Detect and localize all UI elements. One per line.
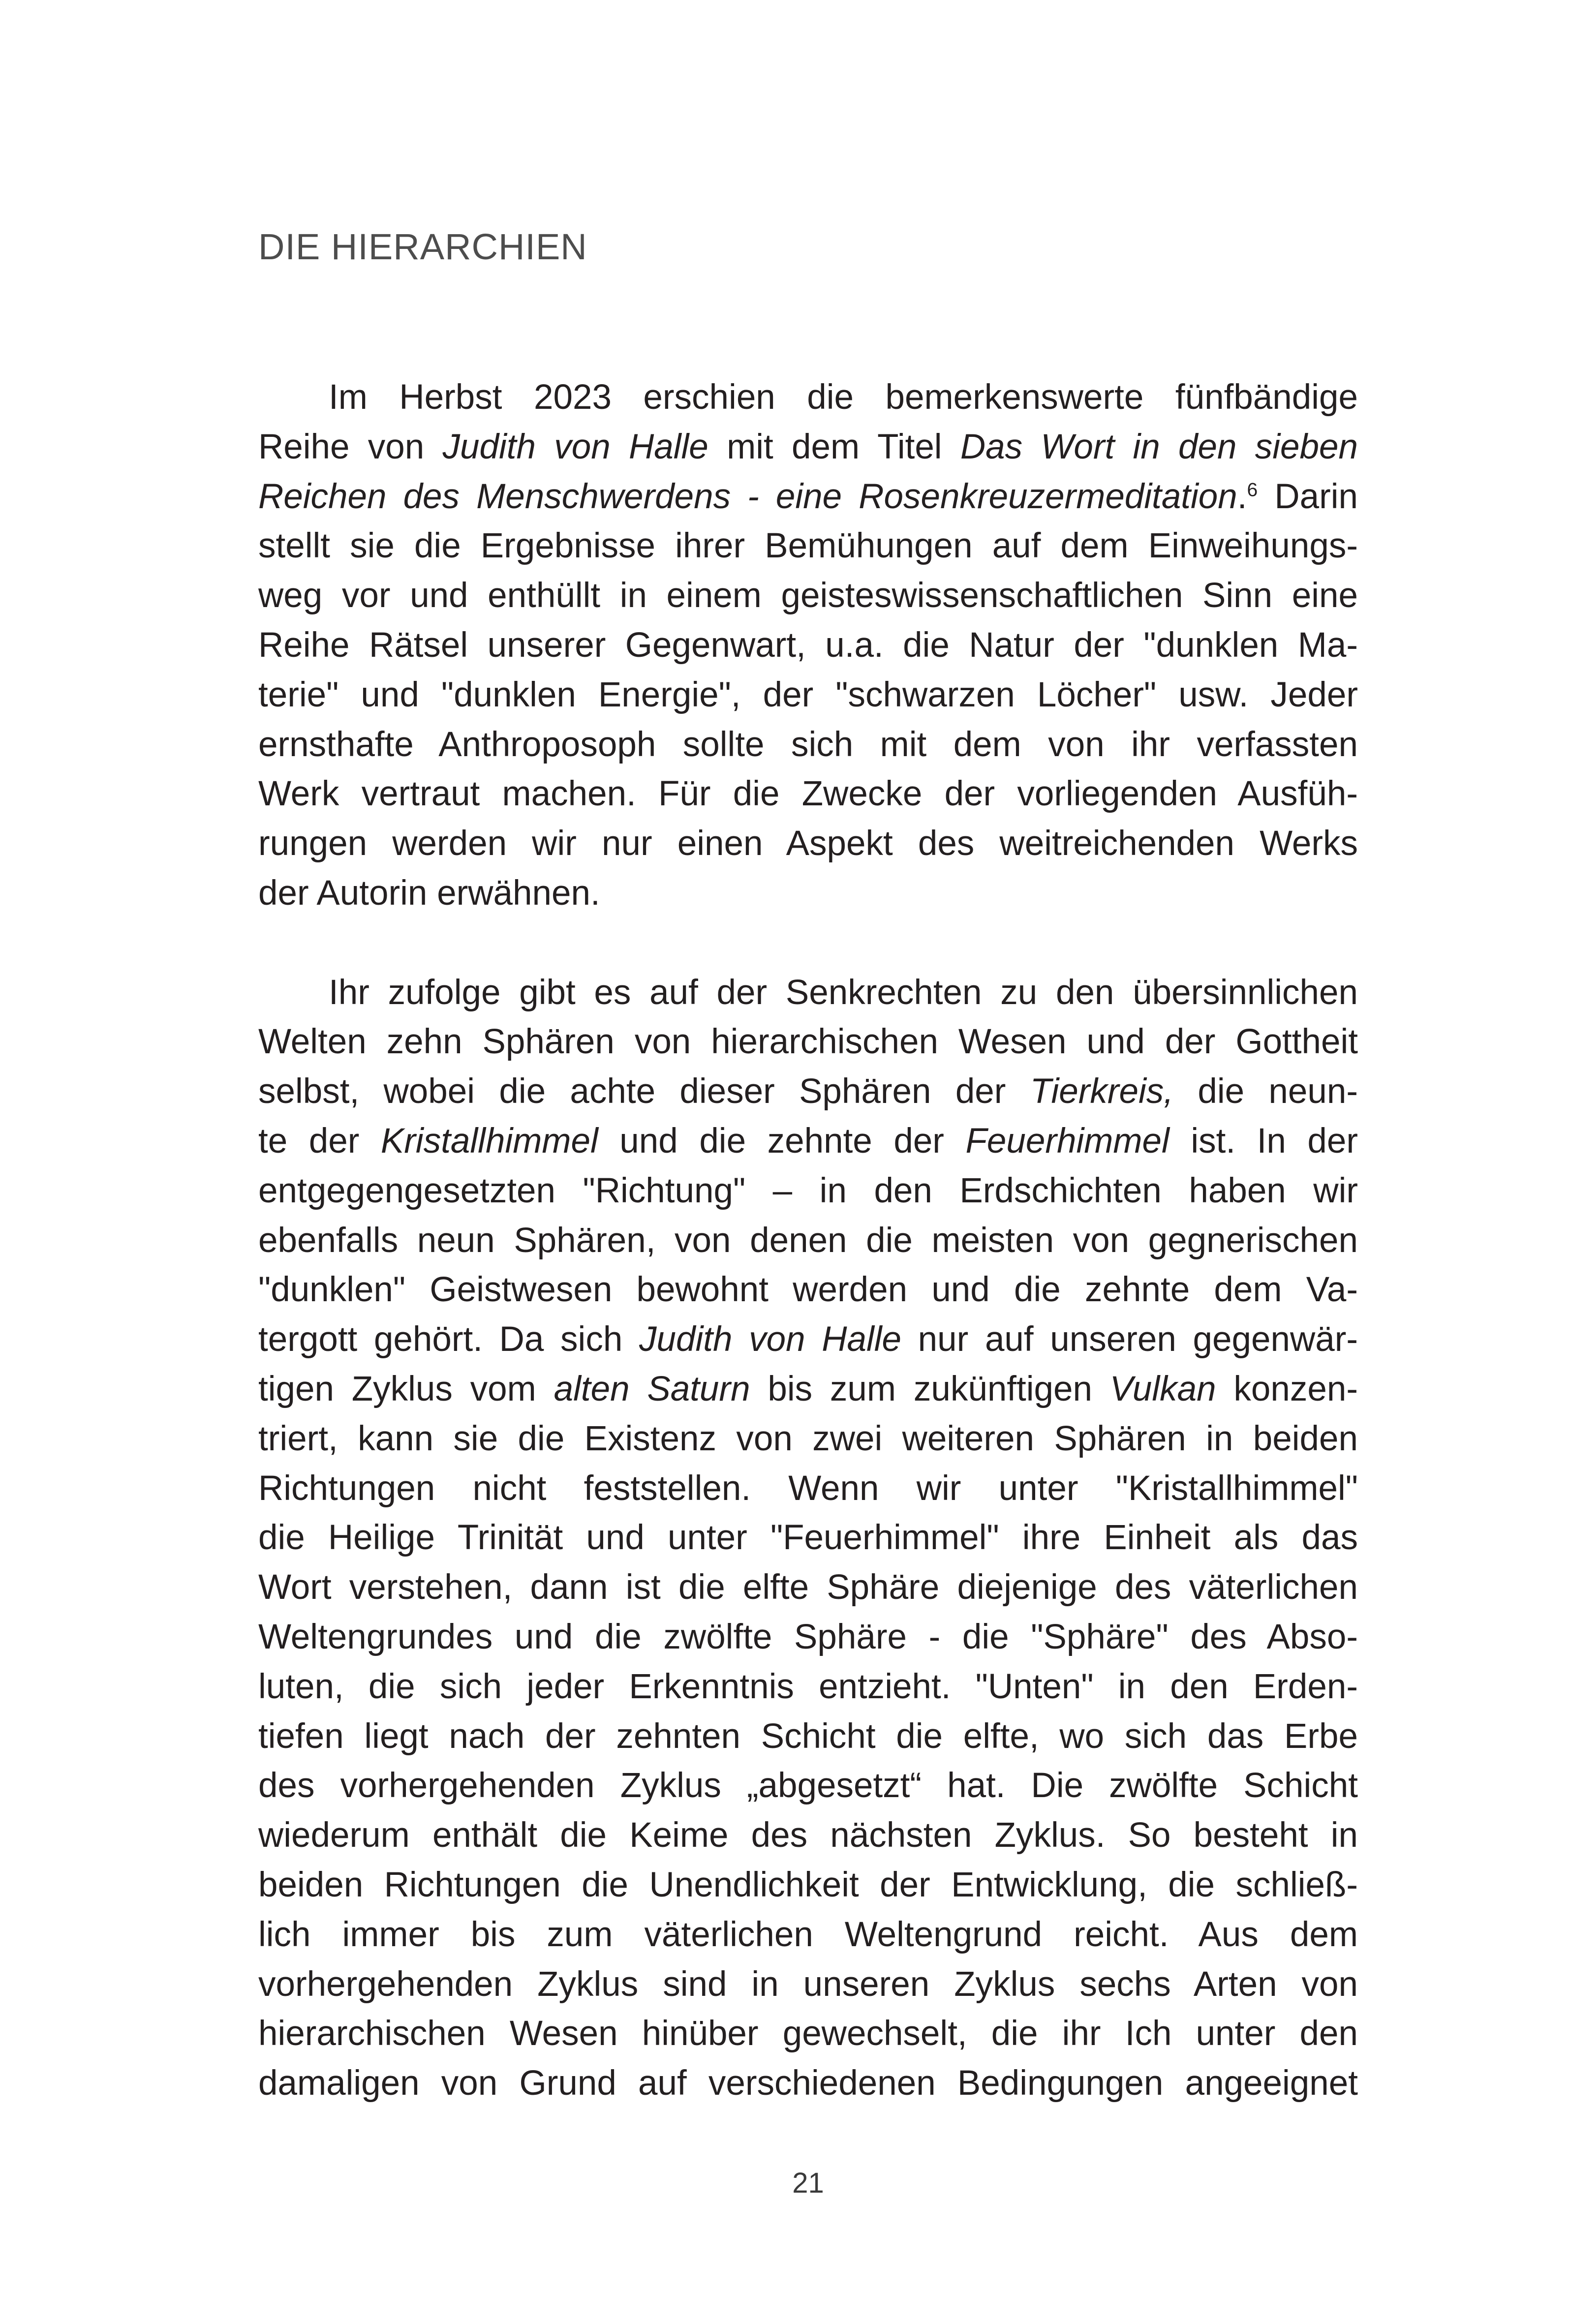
text-line: [258, 1513, 1358, 1563]
italic-text: Judith von Halle: [639, 1320, 902, 1359]
text-run: mit dem Titel: [708, 427, 960, 466]
text-line: [258, 2059, 1358, 2109]
text-line: [258, 769, 1358, 819]
text-run: selbst, wobei die achte dieser Sphären der: [258, 1072, 1030, 1111]
text-run: wiederum enthält die Keime des nächsten Zyklus. So besteht in: [258, 1816, 1358, 1855]
text-line: [258, 1861, 1358, 1910]
text-run: Im Herbst 2023 erschien die bemerkenswerte fünfbändige: [329, 378, 1358, 417]
text-run: rungen werden wir nur einen Aspekt des weitreichenden Werks: [258, 824, 1358, 863]
text-line: [258, 472, 1358, 522]
text-run: ebenfalls neun Sphären, von denen die meisten von gegnerischen: [258, 1221, 1358, 1260]
text-line: [258, 1365, 1358, 1414]
footnote-marker: 6: [1247, 479, 1258, 500]
text-run: Welten zehn Sphären von hierarchischen Wesen und der Gottheit: [258, 1022, 1358, 1062]
text-run: Reihe Rätsel unserer Gegenwart, u.a. die Natur der "dunklen Ma-: [258, 625, 1358, 665]
italic-text: Kristallhimmel: [380, 1121, 598, 1161]
text-run: Ihr zufolge gibt es auf der Senkrechten zu den übersinnlichen: [329, 973, 1358, 1012]
text-run: stellt sie die Ergebnisse ihrer Bemühungen auf dem Einweihungs-: [258, 526, 1358, 566]
text-run: damaligen von Grund auf verschiedenen Bedingungen angeeignet: [258, 2064, 1358, 2103]
text-run: vorhergehenden Zyklus sind in unseren Zyklus sechs Arten von: [258, 1964, 1358, 2004]
paragraph: [258, 968, 1358, 2109]
text-line: [258, 1563, 1358, 1613]
text-line: [258, 423, 1358, 472]
text-run: te der: [258, 1121, 381, 1161]
text-run: "dunklen" Geistwesen bewohnt werden und die zehnte dem Va-: [258, 1270, 1358, 1310]
page-number: 21: [792, 2167, 824, 2199]
italic-text: Tierkreis,: [1030, 1072, 1174, 1111]
text-line: [258, 1712, 1358, 1762]
paragraph: [258, 373, 1358, 918]
text-line: [258, 1067, 1358, 1117]
text-run: Richtungen nicht feststellen. Wenn wir unter "Kristallhimmel": [258, 1468, 1358, 1508]
text-run: .: [1237, 477, 1247, 516]
text-line: [258, 1811, 1358, 1861]
text-line: [258, 1166, 1358, 1216]
text-line: [258, 1761, 1358, 1811]
text-run: der Autorin erwähnen.: [258, 873, 600, 913]
text-line: [258, 819, 1358, 869]
text-line: [258, 2009, 1358, 2059]
italic-text: alten Saturn: [554, 1369, 750, 1408]
text-line: [258, 1613, 1358, 1662]
text-run: terie" und "dunklen Energie", der "schwarzen Löcher" usw. Jeder: [258, 675, 1358, 714]
text-run: tergott gehört. Da sich: [258, 1320, 639, 1359]
text-line: [258, 373, 1358, 423]
text-run: Darin: [1258, 477, 1358, 516]
text-run: die Heilige Trinität und unter "Feuerhimmel" ihre Einheit als das: [258, 1518, 1358, 1558]
italic-text: Judith von Halle: [442, 427, 708, 466]
text-run: tiefen liegt nach der zehnten Schicht die elfte, wo sich das Erbe: [258, 1716, 1358, 1756]
text-line: [258, 720, 1358, 770]
text-run: lich immer bis zum väterlichen Weltengrund reicht. Aus dem: [258, 1915, 1358, 1954]
text-line: [258, 671, 1358, 720]
text-line: [258, 1265, 1358, 1315]
text-run: und die zehnte der: [598, 1121, 966, 1161]
italic-text: Das Wort in den sieben: [960, 427, 1358, 466]
text-run: Wort verstehen, dann ist die elfte Sphäre diejenige des väterlichen: [258, 1568, 1358, 1607]
text-run: ist. In der: [1169, 1121, 1358, 1161]
text-run: hierarchischen Wesen hinüber gewechselt, die ihr Ich unter den: [258, 2014, 1358, 2053]
body-text: [258, 373, 1358, 2109]
text-run: weg vor und enthüllt in einem geisteswissenschaftlichen Sinn eine: [258, 576, 1358, 615]
text-run: konzen-: [1216, 1369, 1358, 1408]
text-line: [258, 1017, 1358, 1067]
text-line: [258, 869, 1358, 918]
text-line: [258, 1662, 1358, 1712]
text-line: [258, 1910, 1358, 1960]
text-line: [258, 1414, 1358, 1464]
text-line: [258, 1315, 1358, 1365]
text-run: bis zum zukünftigen: [750, 1369, 1110, 1408]
italic-text: Vulkan: [1109, 1369, 1216, 1408]
text-run: triert, kann sie die Existenz von zwei weiteren Sphären in beiden: [258, 1419, 1358, 1458]
text-run: Reihe von: [258, 427, 443, 466]
text-line: [258, 571, 1358, 621]
text-run: Weltengrundes und die zwölfte Sphäre - die "Sphäre" des Abso-: [258, 1617, 1358, 1656]
text-run: des vorhergehenden Zyklus „abgesetzt“ hat. Die zwölfte Schicht: [258, 1766, 1358, 1805]
text-run: die neun-: [1173, 1072, 1358, 1111]
text-line: [258, 1960, 1358, 2010]
text-run: tigen Zyklus vom: [258, 1369, 554, 1408]
text-line: [258, 621, 1358, 671]
text-run: entgegengesetzten "Richtung" – in den Erdschichten haben wir: [258, 1171, 1358, 1210]
italic-text: Feuerhimmel: [965, 1121, 1169, 1161]
text-line: [258, 968, 1358, 1018]
text-run: nur auf unseren gegenwär-: [901, 1320, 1358, 1359]
text-line: [258, 521, 1358, 571]
italic-text: Reichen des Menschwerdens - eine Rosenkreuzermeditation: [258, 477, 1237, 516]
text-line: [258, 1464, 1358, 1514]
text-line: [258, 1216, 1358, 1266]
text-run: Werk vertraut machen. Für die Zwecke der vorliegenden Ausfüh-: [258, 774, 1358, 814]
text-line: [258, 1117, 1358, 1166]
chapter-title: DIE HIERARCHIEN: [258, 226, 587, 267]
text-run: ernsthafte Anthroposoph sollte sich mit dem von ihr verfassten: [258, 725, 1358, 764]
text-run: luten, die sich jeder Erkenntnis entzieht. "Unten" in den Erden-: [258, 1667, 1358, 1706]
text-run: beiden Richtungen die Unendlichkeit der Entwicklung, die schließ-: [258, 1865, 1358, 1904]
